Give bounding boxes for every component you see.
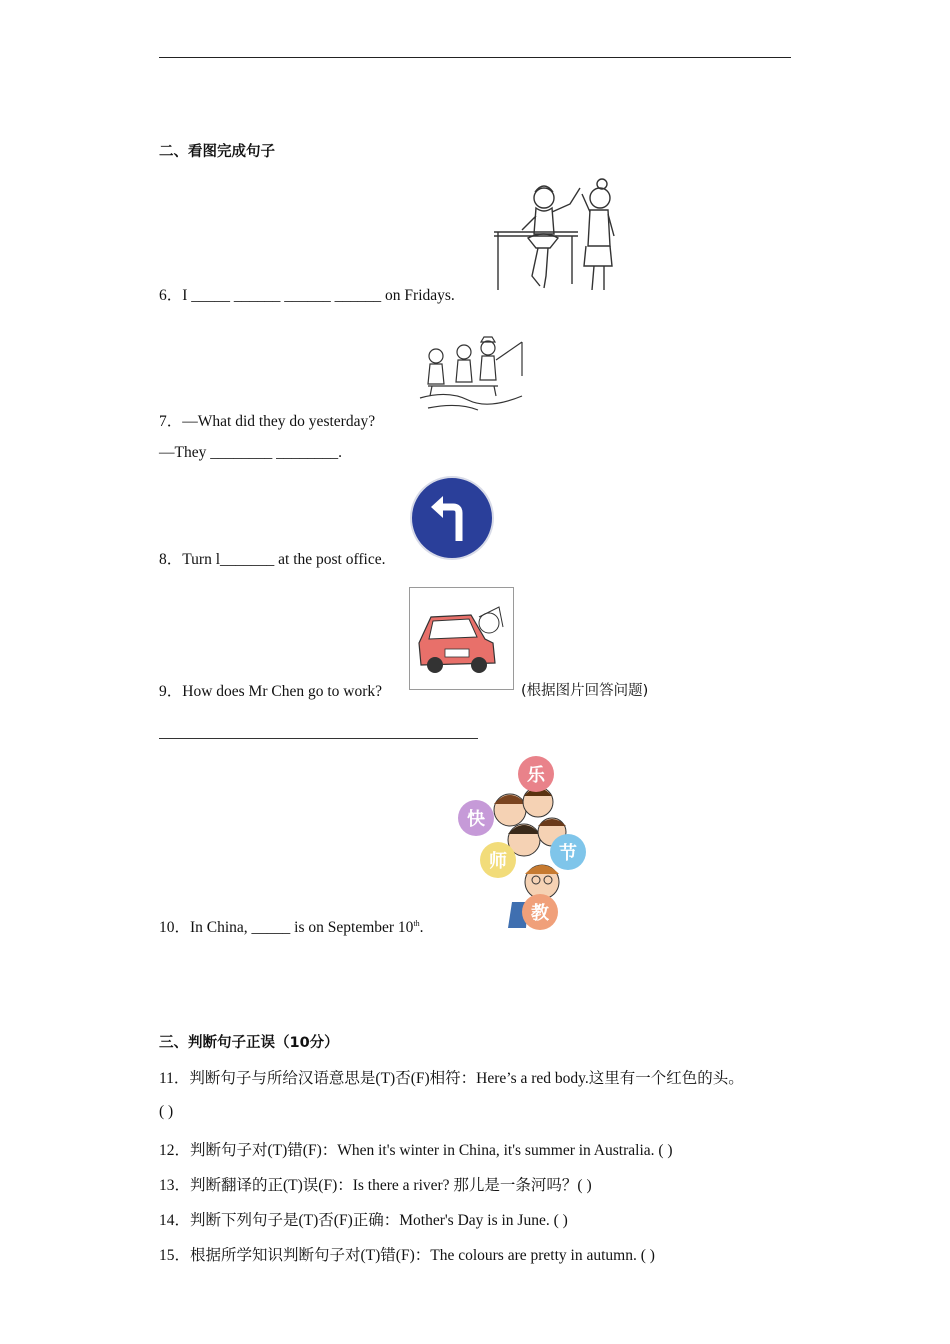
question-10-prefix: 10．In China, _____ is on September 10 [159,919,414,936]
question-9-note: (根据图片回答问题) [521,683,649,699]
question-10 [159,915,424,937]
badge-shi: 师 [489,851,507,872]
question-8: 8．Turn l_______ at the post office. [159,551,386,568]
badge-le: 乐 [527,765,545,786]
top-rule [159,57,791,58]
question-9: 9．How does Mr Chen go to work? [159,683,383,700]
question-10-sup: th [413,918,420,928]
car-image [409,587,515,691]
question-15: 15．根据所学知识判断句子对(T)错(F)：The colours are pretty in autumn. ( ) [159,1247,655,1264]
question-7-answer: —They ________ ________. [159,444,342,461]
answer-line [159,738,478,739]
teachers-day-image [452,752,592,932]
question-13: 13．判断翻译的正(T)误(F)：Is there a river? 那儿是一条河吗？( ) [159,1177,592,1194]
question-11: 11．判断句子与所给汉语意思是(T)否(F)相符：Here’s a red body.这里有一个红色的头。 [159,1070,744,1087]
ballet-practice-image [492,176,616,294]
badge-kuai: 快 [467,809,485,830]
question-7-prompt: 7．—What did they do yesterday? [159,413,376,430]
badge-jie: 节 [559,843,577,864]
question-10-suffix: . [419,919,424,936]
badge-jiao: 教 [531,903,549,924]
section-heading-3: 三、判断句子正误（10分） [159,1035,339,1051]
question-12: 12．判断句子对(T)错(F)：When it's winter in China, it's summer in Australia. ( ) [159,1142,673,1159]
question-14: 14．判断下列句子是(T)否(F)正确：Mother's Day is in June. ( ) [159,1212,568,1229]
turn-left-sign-icon [409,475,495,561]
fishing-image [418,336,530,416]
section-heading-2: 二、看图完成句子 [159,144,275,160]
question-11-blank: ( ) [159,1103,174,1120]
question-6: 6．I _____ ______ ______ ______ on Fridays. [159,287,455,304]
